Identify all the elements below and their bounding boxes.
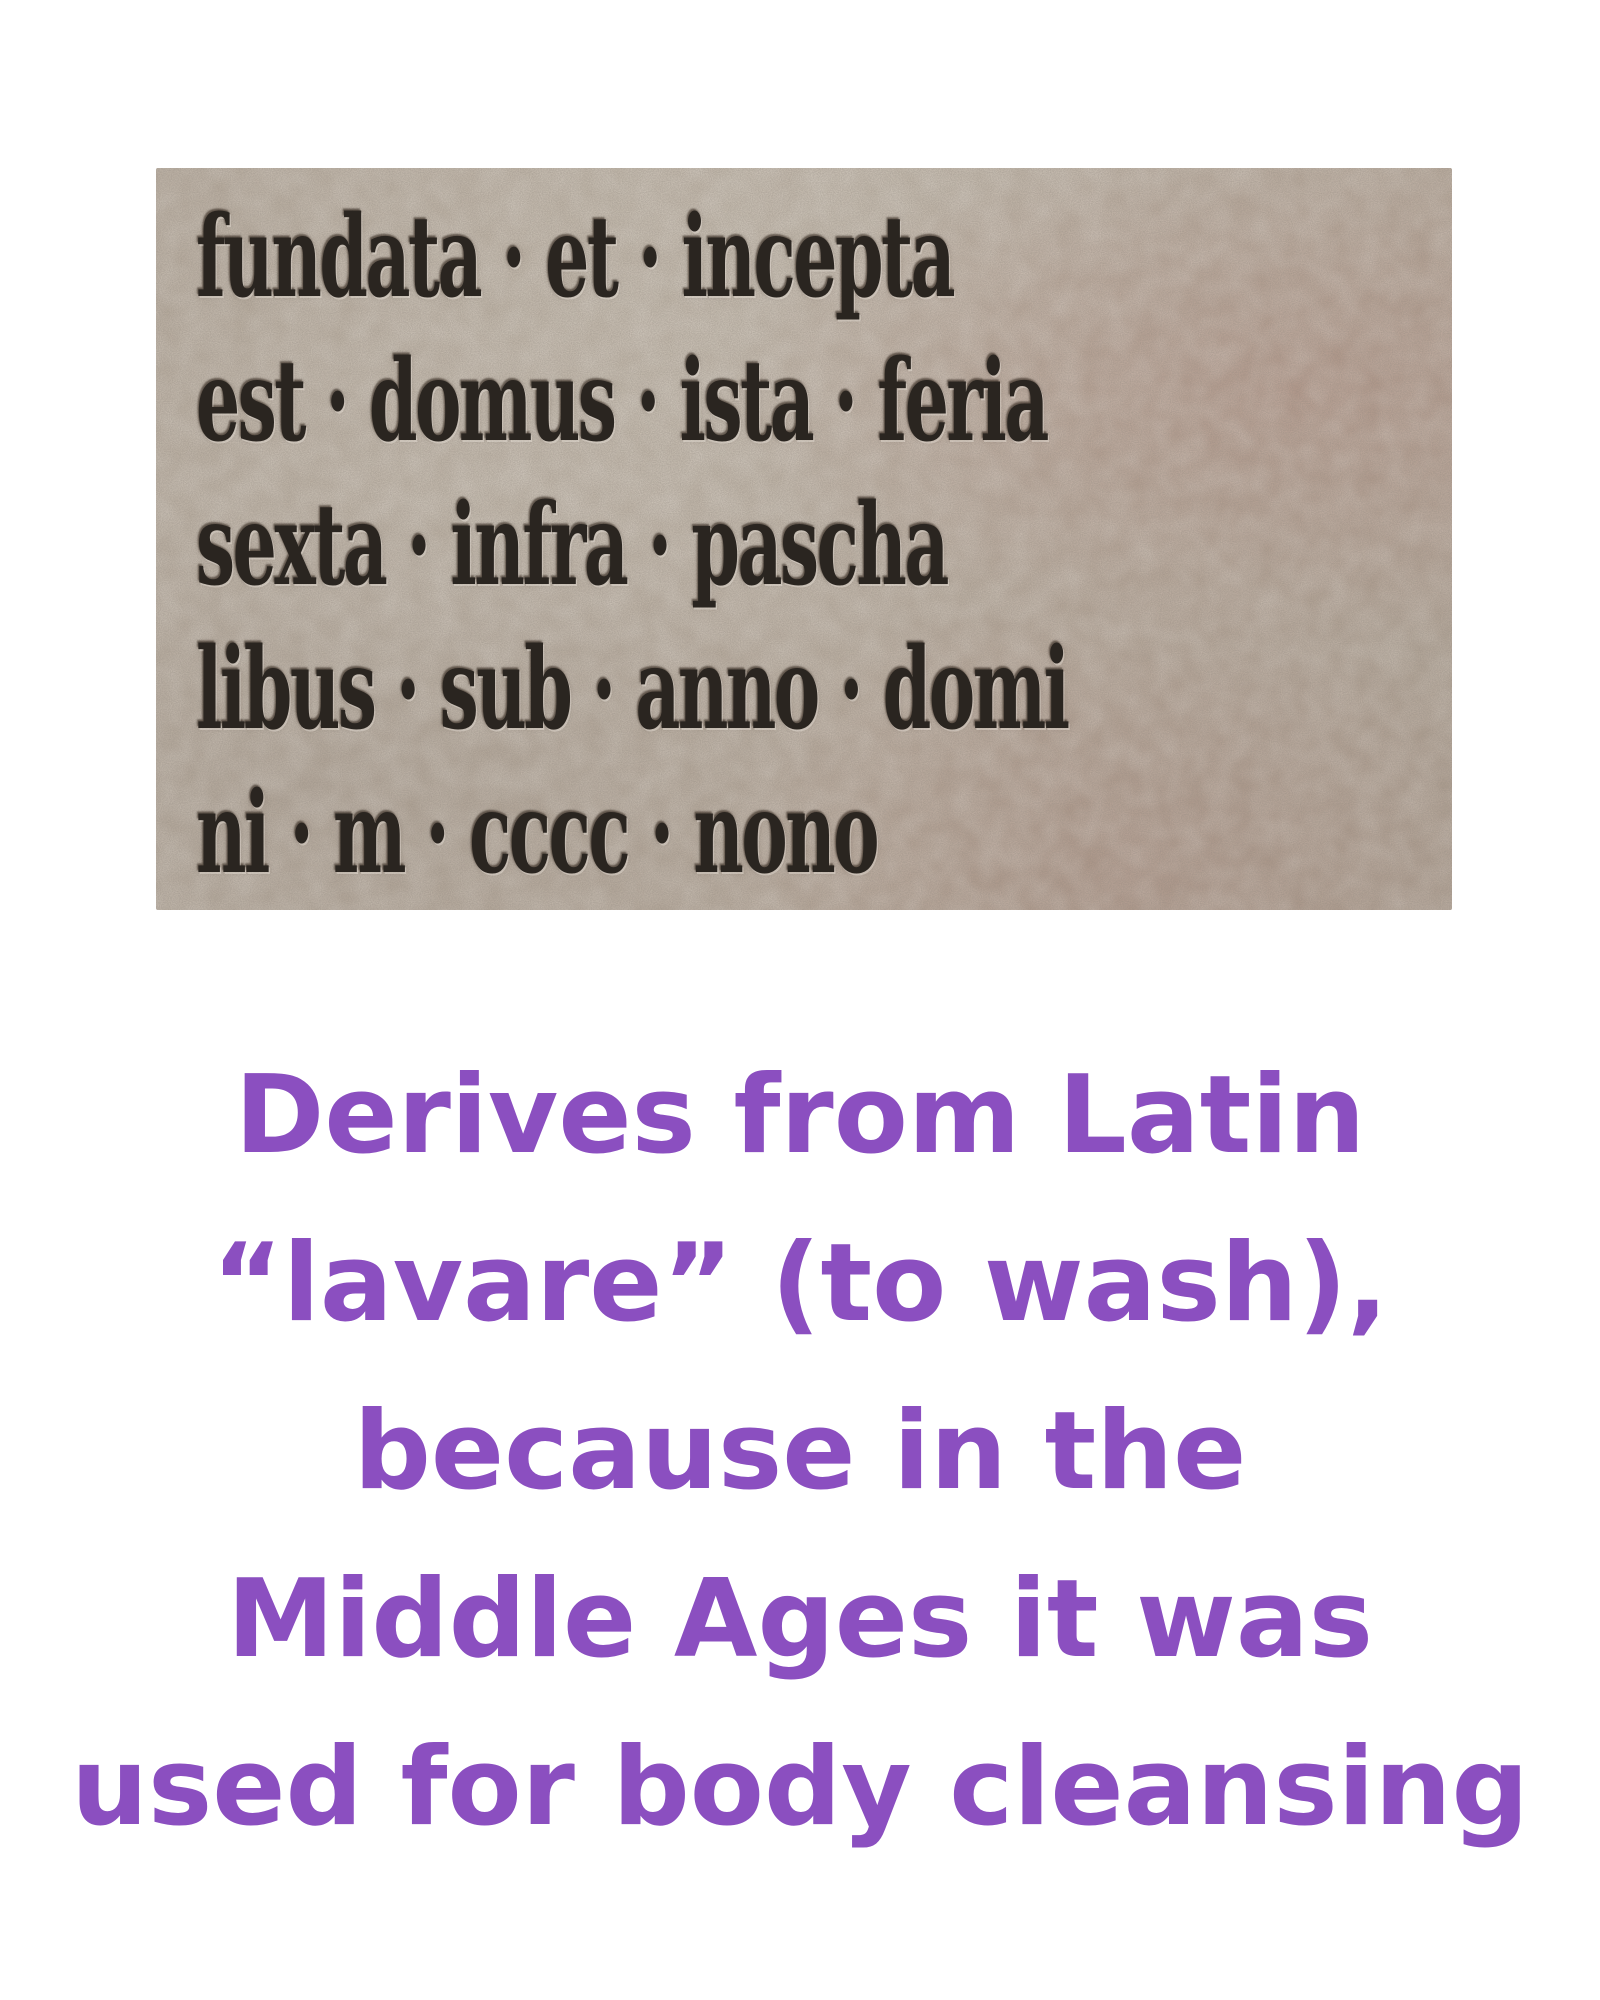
etymology-caption xyxy=(60,1032,1540,1872)
caption-line: Middle Ages it was xyxy=(226,1557,1374,1682)
inscription-line: est · domus · ista · feria xyxy=(196,336,1047,467)
caption-line: Derives from Latin xyxy=(234,1053,1366,1178)
inscription-line: sexta · infra · pascha xyxy=(196,480,947,611)
inscription-line: libus · sub · anno · domi xyxy=(196,624,1068,755)
caption-line: “lavare” (to wash), xyxy=(211,1221,1389,1346)
stone-inscription-image xyxy=(156,168,1452,910)
inscription-text xyxy=(196,186,1412,906)
inscription-line: ni · m · cccc · nono xyxy=(196,768,878,899)
inscription-line: fundata · et · incepta xyxy=(196,192,954,323)
caption-line: because in the xyxy=(353,1389,1247,1514)
caption-line: used for body cleansing xyxy=(71,1725,1529,1850)
